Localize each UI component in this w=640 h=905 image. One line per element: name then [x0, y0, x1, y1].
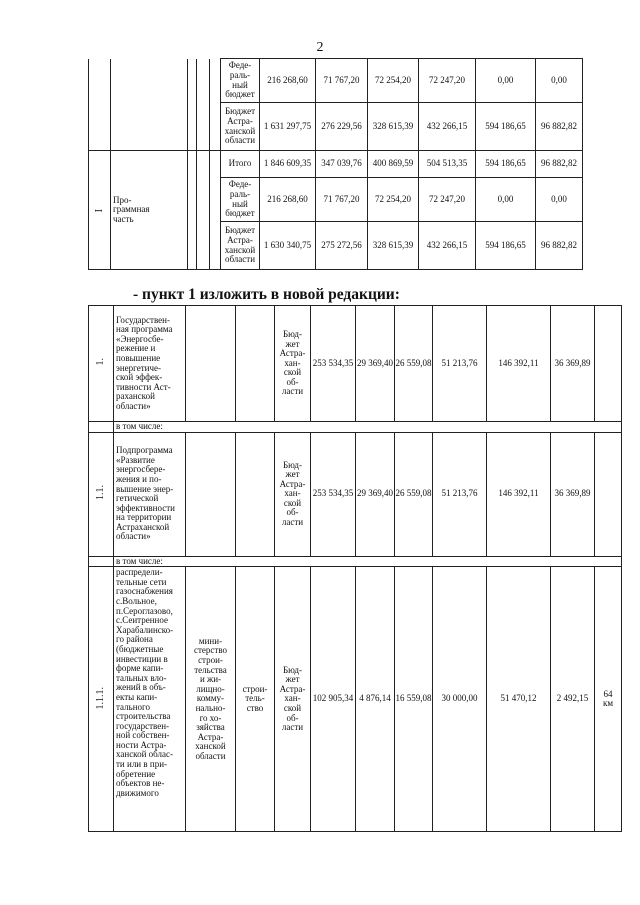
- financing-source: Бюджет Астра- ханской области: [221, 222, 260, 270]
- table-row: [89, 422, 622, 433]
- object-name: распредели- тельные сети газоснабжения с.Вольное, п.Сероглазово, с.Сеитренное Харабалинско- го района (бюджетные инвестиции в форме капи- тальных вло- жений в объ- екты капи- тального строительства государствен- ной собствен- ности Астра- ханской облас- ти или в при- обретение объектов не- движимого: [114, 567, 186, 832]
- executor: мини- стерство строи- тельства и жи- лищно- комму- нально- го хо- зяйства Астра- ханской области: [186, 567, 236, 832]
- financing-source: Бюд- жет Астра- хан- ской об- ласти: [275, 567, 311, 832]
- financing-source: Бюд- жет Астра- хан- ской об- ласти: [275, 432, 311, 556]
- event-type: строи- тель- ство: [236, 567, 275, 832]
- subitem-label: в том числе:: [114, 556, 622, 567]
- financing-source: Феде- раль- ный бюджет: [221, 178, 260, 222]
- table-row: 1.1. Подпрограмма «Развитие энергосбере- жения и по- вышение энер- гетической эффективности на территории Астраханской области» Бюд- жет Астра- хан- ской об- ласти 253 534,35 29 369,40 26 559,08 51 213,76 146 392,11 36 369,89: [89, 432, 622, 556]
- section-number: I: [89, 151, 111, 270]
- table-row: Бюджет Астра- ханской области 1 631 297,75 276 229,56 328 615,39 432 266,15 594 186,65 96 882,82: [89, 103, 583, 151]
- financing-source: Бюджет Астра- ханской области: [221, 103, 260, 151]
- table-row: Феде- раль- ный бюджет 216 268,60 71 767,20 72 254,20 72 247,20 0,00 0,00: [89, 178, 583, 222]
- financing-source: Феде- раль- ный бюджет: [221, 59, 260, 103]
- row-number: 1.1.1.: [89, 567, 114, 832]
- table-row: I Про- граммная часть Итого 1 846 609,35 347 039,76 400 869,59 504 513,35 594 186,65 96 882,82: [89, 151, 583, 178]
- program-name: Государствен- ная программа «Энергосбе- режение и повышение энергетиче- ской эффек- тивности Аст- раханской области»: [114, 306, 186, 422]
- budget-table-1: [88, 58, 583, 270]
- page-number: 2: [316, 40, 324, 55]
- amendment-instruction: - пункт 1 изложить в новой редакции:: [133, 286, 400, 303]
- capacity-value: 64 км: [595, 567, 622, 832]
- financing-source: Итого: [221, 151, 260, 178]
- budget-table-2: [88, 305, 622, 832]
- table-row: [89, 556, 622, 567]
- table-row: Бюджет Астра- ханской области 1 630 340,75 275 272,56 328 615,39 432 266,15 594 186,65 96 882,82: [89, 222, 583, 270]
- table-row: 1. Государствен- ная программа «Энергосбе- режение и повышение энергетиче- ской эффек- тивности Аст- раханской области» Бюд- жет Астра- хан- ской об- ласти 253 534,35 29 369,40 26 559,08 51 213,76 146 392,11 36 369,89: [89, 306, 622, 422]
- table-row: Феде- раль- ный бюджет 216 268,60 71 767,20 72 254,20 72 247,20 0,00 0,00: [89, 59, 583, 103]
- subprogram-name: Подпрограмма «Развитие энергосбере- жения и по- вышение энер- гетической эффективности на территории Астраханской области»: [114, 432, 186, 556]
- table-row: 1.1.1. распредели- тельные сети газоснабжения с.Вольное, п.Сероглазово, с.Сеитренное Харабалинско- го района (бюджетные инвестиции в форме капи- тальных вло- жений в объ- екты капи- тального строительства государствен- ной собствен- ности Астра- ханской облас- ти или в при- обретение объектов не- движимого мини- стерство строи- тельства и жи- лищно- комму- нально- го хо- зяйства Астра- ханской области строи- тель- ство Бюд- жет Астра- хан- ской об- ласти 102 905,34 4 876,14 16 559,08 30 000,00 51 470,12 2 492,15 64 км: [89, 567, 622, 832]
- financing-source: Бюд- жет Астра- хан- ской об- ласти: [275, 306, 311, 422]
- row-number: 1.: [89, 306, 114, 422]
- row-number: 1.1.: [89, 432, 114, 556]
- subitem-label: в том числе:: [114, 422, 622, 433]
- section-name: Про- граммная часть: [111, 151, 188, 270]
